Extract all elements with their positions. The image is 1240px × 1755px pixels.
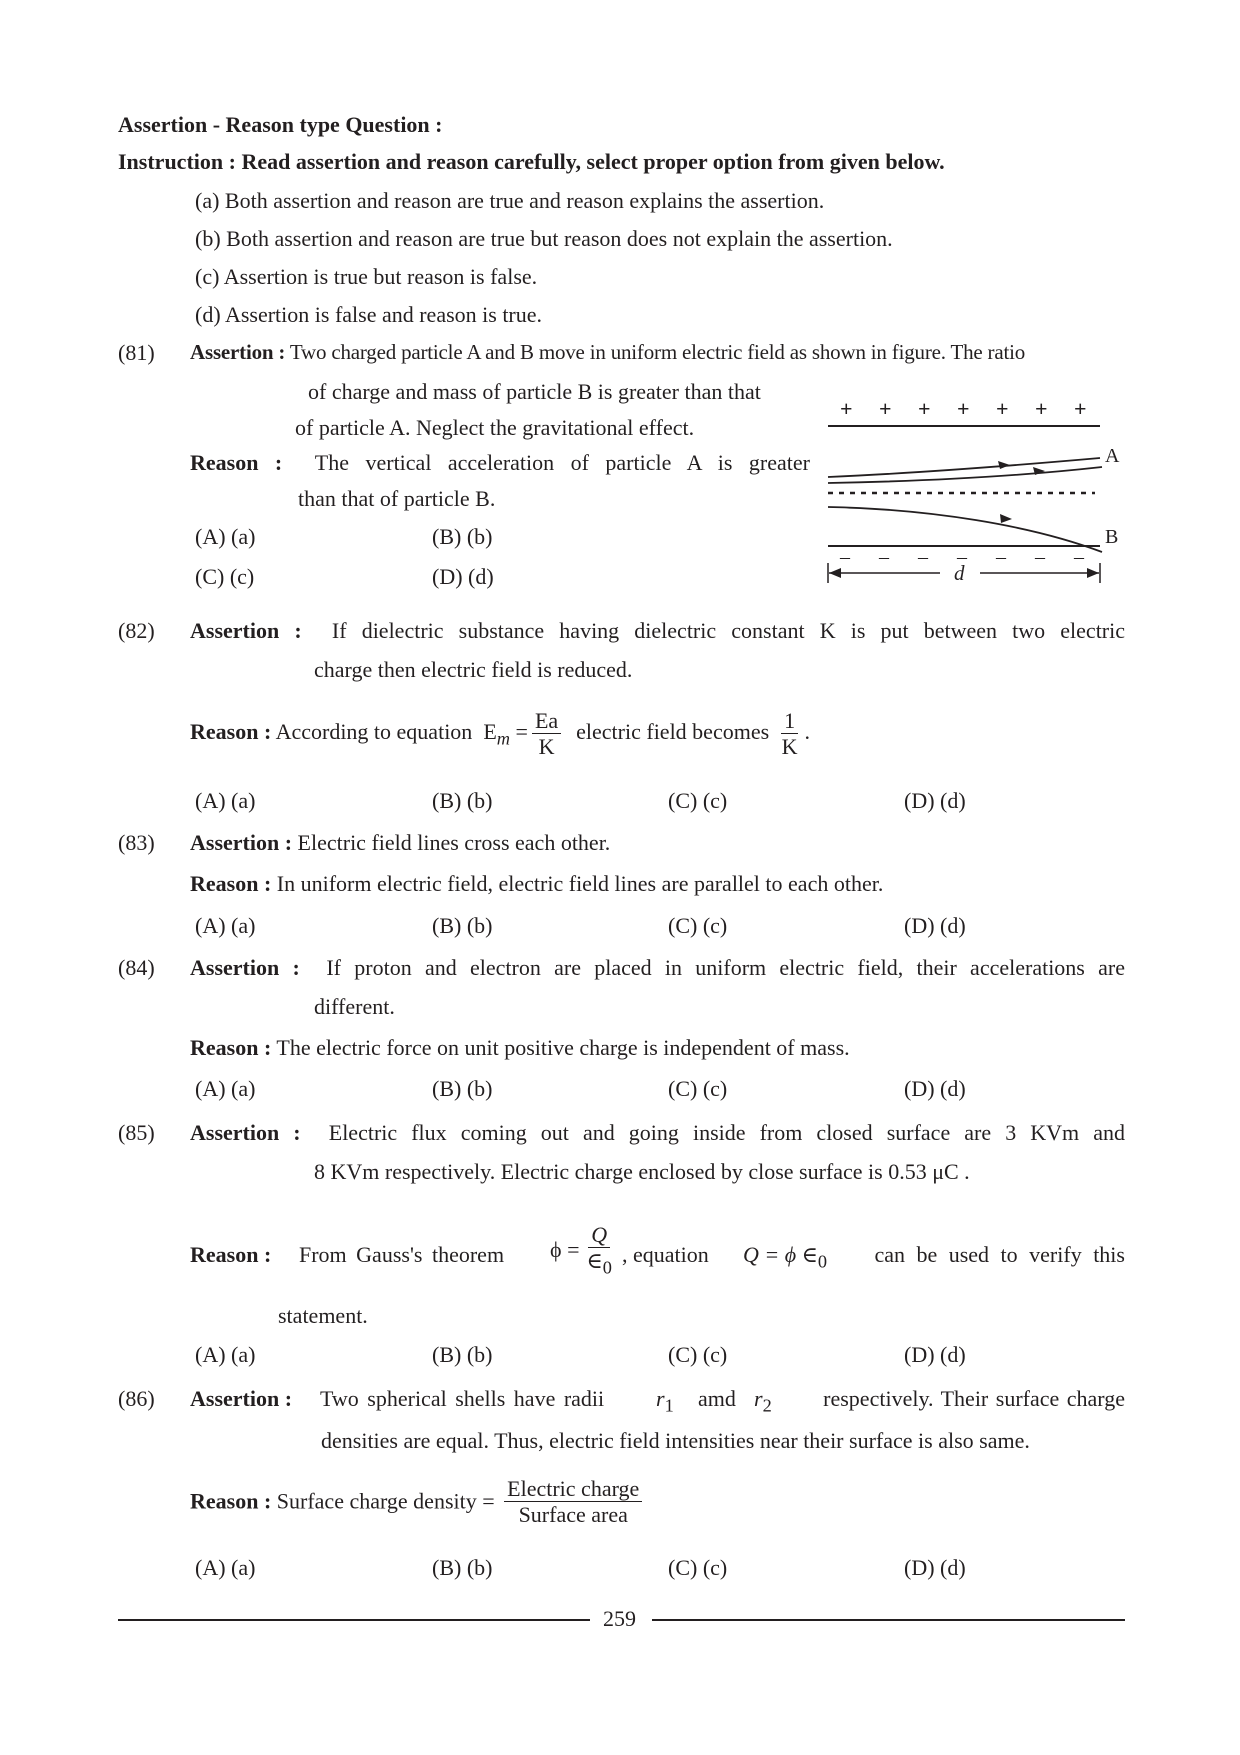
reason-text: Surface charge density = (276, 1488, 495, 1514)
legend-item: (a) Both assertion and reason are true and reason explains the assertion. (195, 188, 825, 213)
reason-label: Reason : (190, 1242, 272, 1267)
assertion-text: If dielectric substance having dielectric constant K is put between two electric (331, 618, 1126, 643)
assertion-text: respectively. Their surface charge (823, 1386, 1125, 1411)
field-diagram (820, 395, 1120, 595)
plus-sign: + (918, 396, 931, 421)
reason-line (190, 1476, 646, 1528)
assertion-text: Electric field lines cross each other. (297, 830, 611, 855)
fraction: $\frac{Ea}{K}$ (532, 708, 561, 760)
option-C: (C) (c) (668, 1342, 728, 1367)
option-A: (A) (a) (195, 788, 256, 813)
reason-label: Reason : (190, 1488, 272, 1514)
option-D: (D) (d) (904, 1555, 966, 1580)
plus-sign: + (957, 396, 970, 421)
assertion-text: charge then electric field is reduced. (314, 657, 633, 682)
reason-text: , equation (622, 1242, 709, 1267)
minus-sign: – (996, 546, 1006, 568)
legend-item: (b) Both assertion and reason are true but reason does not explain the assertion. (195, 226, 893, 251)
question-number: (82) (118, 618, 155, 643)
reason-line: Reason : According to equation $E_m$ = $\frac{Ea}{K}$ electric field becomes $\frac{1}{K}$ . (190, 708, 811, 760)
plus-sign: + (879, 396, 892, 421)
reason-text: In uniform electric field, electric field lines are parallel to each other. (276, 871, 884, 896)
question-number: (81) (118, 340, 155, 365)
assertion-label: Assertion : (190, 618, 302, 643)
option-B: (B) (b) (432, 1555, 493, 1580)
option-C: (C) (c) (668, 1076, 728, 1101)
option-A: (A) (a) (195, 1555, 256, 1580)
option-B: (B) (b) (432, 788, 493, 813)
fraction: $\frac{Q}{\in_0}$ (586, 1222, 612, 1278)
reason-line (190, 1222, 1125, 1288)
minus-sign: – (918, 546, 928, 568)
equation: Q = ϕ $\in_0$ (743, 1242, 828, 1272)
assertion-text: densities are equal. Thus, electric field intensities near their surface is also same. (321, 1428, 1030, 1453)
plus-sign: + (1035, 396, 1048, 421)
option-B: (B) (b) (432, 1076, 493, 1101)
option-A: (A) (a) (195, 524, 256, 549)
plus-sign: + (1074, 396, 1087, 421)
page-number: 259 (603, 1606, 636, 1631)
arrow-right-icon (1087, 568, 1099, 578)
reason-text: statement. (278, 1303, 368, 1328)
question-number: (84) (118, 955, 155, 980)
arrow-icon (1000, 514, 1012, 523)
legend-item: (d) Assertion is false and reason is true. (195, 302, 543, 327)
assertion-text: 8 KVm respectively. Electric charge enclosed by close surface is 0.53 μC . (314, 1159, 970, 1184)
legend-item: (c) Assertion is true but reason is false. (195, 264, 538, 289)
assertion-text: different. (314, 994, 395, 1019)
radius-r1: $r_1$ (656, 1386, 674, 1416)
arrow-left-icon (829, 568, 841, 578)
arrow-icon (998, 461, 1010, 469)
assertion-label: Assertion : (190, 340, 286, 364)
minus-sign: – (1074, 546, 1084, 568)
fraction: $\frac{\text{Electric charge}}{\text{Surface area}}$ (504, 1476, 642, 1528)
option-C: (C) (c) (668, 1555, 728, 1580)
assertion-text: of charge and mass of particle B is greater than that (308, 379, 761, 404)
reason-line (190, 1035, 850, 1061)
assertion-text: Electric flux coming out and going inside from closed surface are 3 KVm and (328, 1120, 1125, 1145)
option-D: (D) (d) (904, 1076, 966, 1101)
minus-sign: – (840, 546, 850, 568)
option-C: (C) (c) (668, 913, 728, 938)
instruction: Instruction : Read assertion and reason carefully, select proper option from given below. (118, 149, 945, 174)
reason-text: than that of particle B. (298, 486, 496, 511)
reason-text: can be used to verify this (874, 1242, 1125, 1267)
option-C: (C) (c) (668, 788, 728, 813)
footer-rule-right (652, 1619, 1125, 1621)
assertion-label: Assertion : (190, 1386, 293, 1411)
minus-sign: – (1035, 546, 1045, 568)
assertion-text: amd (698, 1386, 736, 1411)
assertion-label: Assertion : (190, 955, 300, 980)
option-D: (D) (d) (904, 788, 966, 813)
fraction: $\frac{1}{K}$ (781, 708, 798, 760)
minus-sign: – (879, 546, 889, 568)
question-number: (85) (118, 1120, 155, 1145)
option-D: (D) (d) (432, 564, 494, 589)
assertion-line (190, 1120, 1125, 1146)
option-D: (D) (d) (904, 913, 966, 938)
footer-rule-left (118, 1619, 590, 1621)
option-C: (C) (c) (195, 564, 255, 589)
reason-text: The electric force on unit positive charge is independent of mass. (276, 1035, 850, 1060)
assertion-label: Assertion : (190, 830, 293, 855)
label-B: B (1105, 526, 1119, 548)
equation: $E_m$ = (483, 718, 528, 749)
assertion-text: of particle A. Neglect the gravitational effect. (295, 415, 695, 440)
section-title: Assertion - Reason type Question : (118, 112, 443, 137)
reason-label: Reason : (190, 871, 272, 896)
reason-text: According to equation (275, 718, 473, 744)
plus-sign: + (840, 396, 853, 421)
assertion-line (190, 618, 1125, 644)
reason-label: Reason : (190, 718, 272, 744)
question-number: (86) (118, 1386, 155, 1411)
option-B: (B) (b) (432, 913, 493, 938)
assertion-line (190, 955, 1125, 981)
reason-label: Reason : (190, 1035, 272, 1060)
assertion-text: If proton and electron are placed in uniform electric field, their accelerations are (326, 955, 1125, 980)
assertion-label: Assertion : (190, 1120, 301, 1145)
option-D: (D) (d) (904, 1342, 966, 1367)
reason-text: From Gauss's theorem (299, 1242, 505, 1267)
label-d: d (954, 561, 965, 585)
reason-text: The vertical acceleration of particle A is greater (314, 450, 810, 475)
equation: ϕ = $\frac{Q}{\in_0}$ (550, 1222, 619, 1279)
assertion-line (190, 340, 1025, 365)
minus-sign: – (957, 546, 967, 568)
assertion-text: Two spherical shells have radii (320, 1386, 605, 1411)
path-A (828, 458, 1100, 477)
assertion-text: Two charged particle A and B move in uniform electric field as shown in figure. The ratio (289, 340, 1026, 364)
plus-sign: + (996, 396, 1009, 421)
question-number: (83) (118, 830, 155, 855)
radius-r2: $r_2$ (754, 1386, 772, 1416)
option-A: (A) (a) (195, 913, 256, 938)
option-A: (A) (a) (195, 1342, 256, 1367)
option-B: (B) (b) (432, 524, 493, 549)
option-B: (B) (b) (432, 1342, 493, 1367)
reason-label: Reason : (190, 450, 283, 475)
reason-line (190, 871, 883, 897)
option-A: (A) (a) (195, 1076, 256, 1101)
assertion-line (190, 830, 610, 856)
label-A: A (1105, 445, 1120, 467)
reason-text: electric field becomes (576, 718, 770, 744)
